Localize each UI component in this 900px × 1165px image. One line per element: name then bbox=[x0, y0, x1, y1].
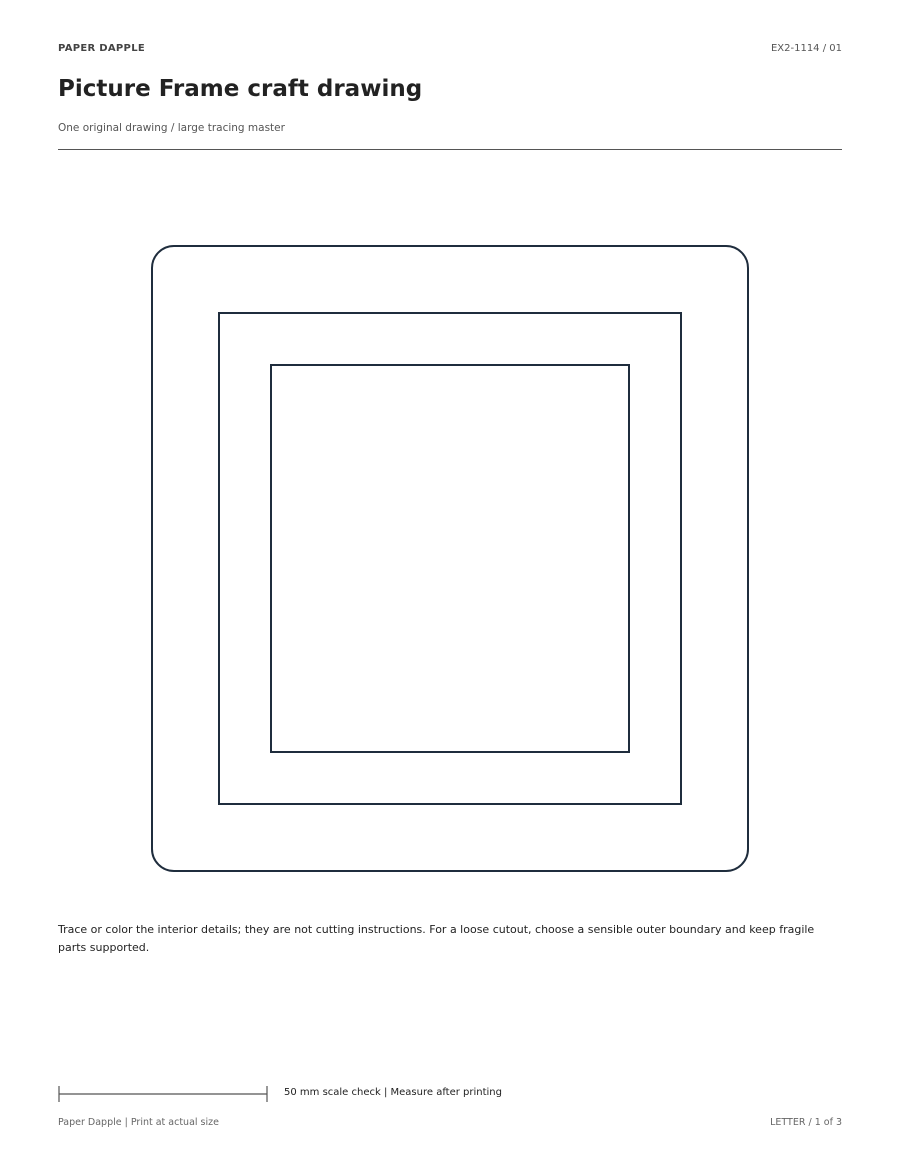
brand-label: PAPER DAPPLE bbox=[58, 43, 145, 54]
frame-mat-border bbox=[219, 313, 681, 804]
page-subtitle: One original drawing / large tracing master bbox=[58, 122, 285, 134]
page-title: Picture Frame craft drawing bbox=[58, 76, 423, 102]
header-divider bbox=[58, 149, 842, 150]
scale-check-label: 50 mm scale check | Measure after printing bbox=[284, 1087, 502, 1098]
scale-bar bbox=[58, 1085, 270, 1103]
frame-picture-opening bbox=[271, 365, 629, 752]
footer-left-text: Paper Dapple | Print at actual size bbox=[58, 1117, 219, 1128]
document-code: EX2-1114 / 01 bbox=[770, 43, 842, 54]
footer-page-indicator: LETTER / 1 of 3 bbox=[770, 1117, 842, 1128]
picture-frame-drawing bbox=[150, 244, 750, 874]
instructions-text: Trace or color the interior details; they are not cutting instructions. For a loose cutout, choose a sensible outer boundary and keep fragile parts supported. bbox=[58, 923, 815, 954]
frame-outer-border bbox=[152, 246, 748, 871]
